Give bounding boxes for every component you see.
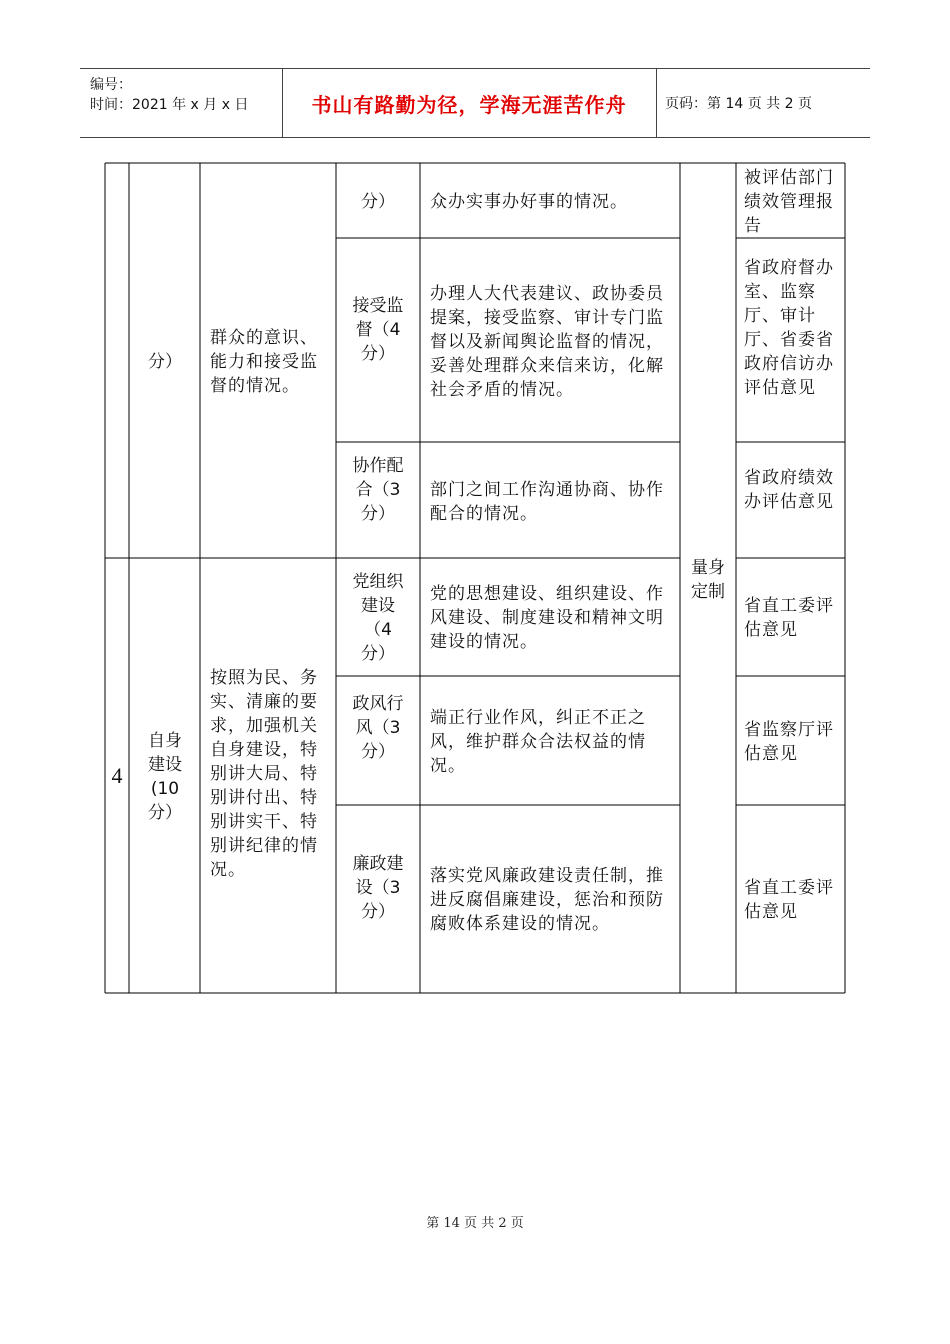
- header-motto: 书山有路勤为径，学海无涯苦作舟: [311, 92, 627, 117]
- item-content-cell: 部门之间工作沟通协商、协作配合的情况。: [430, 480, 664, 524]
- document-number-label: 编号：: [90, 77, 132, 93]
- item-name-cell: 协作配合（3分）: [352, 456, 404, 524]
- evaluator-cell: 省直工委评估意见: [744, 878, 834, 922]
- item-content-cell: 党的思想建设、组织建设、作风建设、制度建设和精神文明建设的情况。: [430, 584, 664, 652]
- item-content-cell: 众办实事办好事的情况。: [430, 192, 628, 212]
- item-content-cell: 端正行业作风，纠正不正之风，维护群众合法权益的情况。: [430, 708, 646, 776]
- index-cell: 4: [111, 763, 123, 788]
- evaluator-cell: 省政府督办室、监察厅、审计厅、省委省政府信访办评估意见: [744, 258, 834, 398]
- item-name-cell: 分）: [361, 192, 395, 212]
- evaluator-cell: 省监察厅评估意见: [744, 720, 834, 764]
- header-page-info: 页码：第 14 页 共 2 页: [665, 96, 812, 112]
- evaluator-cell: 省直工委评估意见: [744, 596, 834, 640]
- description-cell: 群众的意识、能力和接受监督的情况。: [210, 328, 318, 396]
- item-name-cell: 接受监督（4分）: [352, 296, 404, 364]
- item-name-cell: 党组织建设（4分）: [352, 572, 404, 664]
- evaluator-cell: 被评估部门绩效管理报告: [744, 168, 834, 236]
- document-time-label: 时间：2021 年 x 月 x 日: [90, 97, 249, 113]
- page-footer: 第 14 页 共 2 页: [426, 1216, 524, 1231]
- item-content-cell: 办理人大代表建议、政协委员提案，接受监察、审计专门监督以及新闻舆论监督的情况，妥善处理群众来信来访，化解社会矛盾的情况。: [430, 284, 664, 400]
- description-cell: 按照为民、务实、清廉的要求，加强机关自身建设，特别讲大局、特别讲付出、特别讲实干、特别讲纪律的情况。: [210, 668, 318, 880]
- item-name-cell: 廉政建设（3分）: [352, 854, 404, 922]
- category-cell: 分）: [148, 352, 182, 372]
- item-name-cell: 政风行风（3分）: [352, 694, 404, 762]
- method-cell: 量身定制: [691, 558, 725, 602]
- item-content-cell: 落实党风廉政建设责任制，推进反腐倡廉建设，惩治和预防腐败体系建设的情况。: [430, 866, 664, 934]
- evaluator-cell: 省政府绩效办评估意见: [744, 468, 834, 512]
- category-cell: 自身建设(10分）: [148, 731, 182, 823]
